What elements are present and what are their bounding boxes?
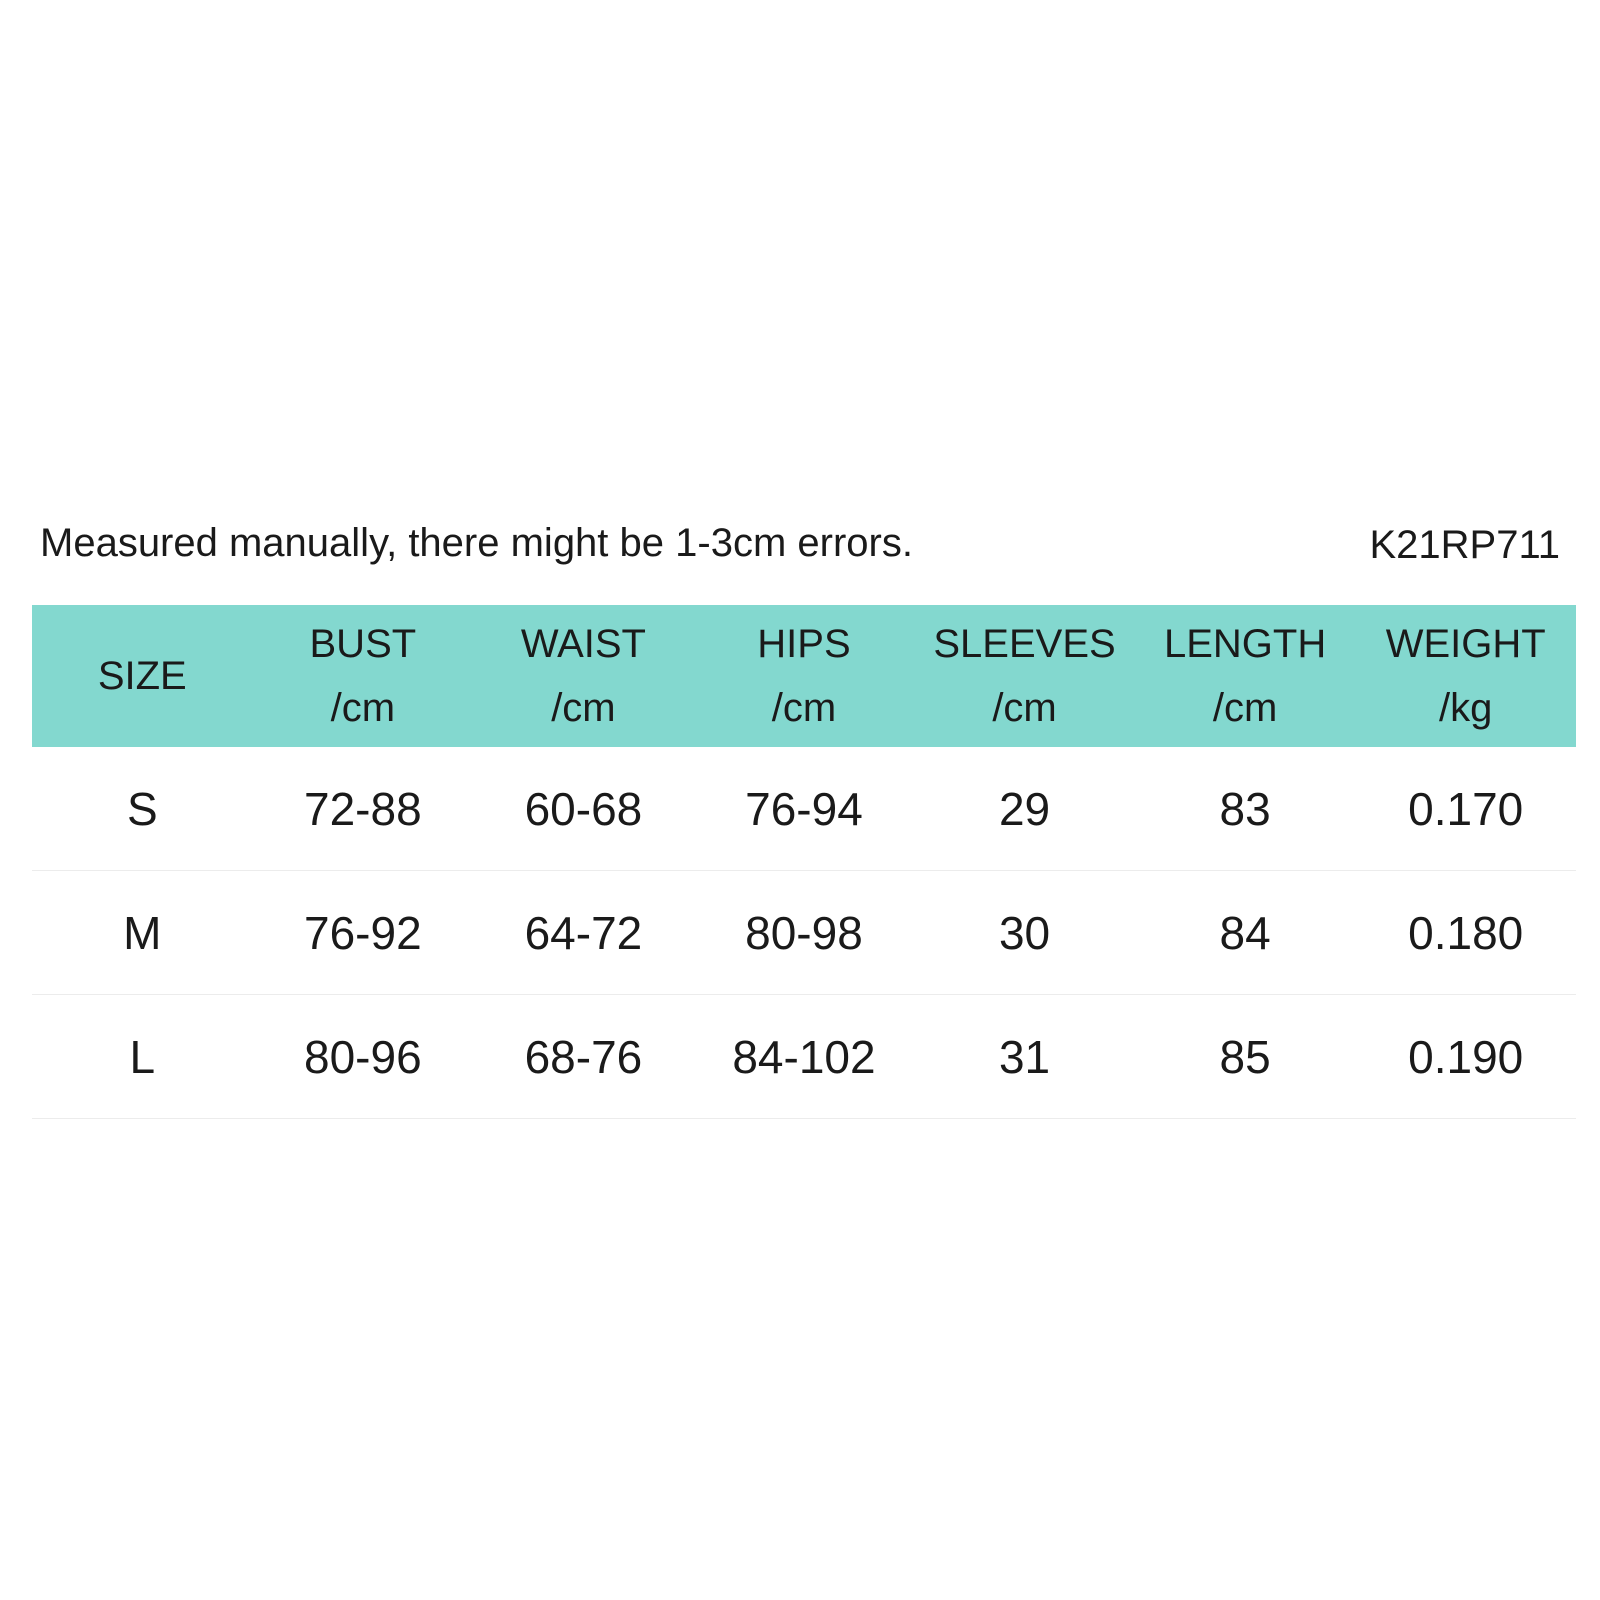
header-bust — [253, 605, 474, 747]
cell-waist: 68-76 — [473, 995, 694, 1119]
cell-length: 85 — [1135, 995, 1356, 1119]
cell-hips: 76-94 — [694, 747, 915, 871]
cell-waist: 64-72 — [473, 871, 694, 995]
cell-length: 83 — [1135, 747, 1356, 871]
table-row-size-l — [32, 995, 1576, 1119]
cell-bust: 72-88 — [253, 747, 474, 871]
measurement-note: Measured manually, there might be 1-3cm errors. — [40, 521, 913, 565]
cell-sleeves: 30 — [914, 871, 1135, 995]
cell-weight: 0.190 — [1355, 995, 1576, 1119]
header-waist-unit: /cm — [551, 686, 616, 730]
table-row-size-s — [32, 747, 1576, 871]
cell-sleeves: 29 — [914, 747, 1135, 871]
header-hips — [694, 605, 915, 747]
header-length-label: LENGTH — [1163, 622, 1327, 666]
header-weight — [1355, 605, 1576, 747]
header-weight-label: WEIGHT — [1385, 622, 1546, 666]
header-bust-label: BUST — [309, 622, 417, 666]
cell-waist: 60-68 — [473, 747, 694, 871]
header-bust-unit: /cm — [330, 686, 396, 730]
header-sleeves-label: SLEEVES — [933, 622, 1116, 666]
header-size — [32, 605, 253, 747]
cell-weight: 0.170 — [1355, 747, 1576, 871]
header-waist-label: WAIST — [520, 622, 646, 666]
cell-size: S — [32, 747, 253, 871]
header-length-unit: /cm — [1212, 686, 1278, 730]
table-body — [32, 747, 1576, 1119]
header-length — [1135, 605, 1356, 747]
header-waist — [473, 605, 694, 747]
header-weight-unit: /kg — [1439, 686, 1493, 730]
cell-hips: 80-98 — [694, 871, 915, 995]
cell-weight: 0.180 — [1355, 871, 1576, 995]
cell-hips: 84-102 — [694, 995, 915, 1119]
table-row-size-m — [32, 871, 1576, 995]
cell-bust: 80-96 — [253, 995, 474, 1119]
table-header — [32, 605, 1576, 747]
size-chart-table — [32, 605, 1576, 1119]
cell-size: M — [32, 871, 253, 995]
product-code: K21RP711 — [1369, 523, 1560, 567]
cell-bust: 76-92 — [253, 871, 474, 995]
header-size-label: SIZE — [97, 654, 187, 698]
header-sleeves-unit: /cm — [992, 686, 1057, 730]
header-row — [32, 605, 1576, 747]
cell-size: L — [32, 995, 253, 1119]
header-sleeves — [914, 605, 1135, 747]
header-hips-label: HIPS — [757, 622, 851, 666]
header-hips-unit: /cm — [771, 686, 837, 730]
cell-length: 84 — [1135, 871, 1356, 995]
cell-sleeves: 31 — [914, 995, 1135, 1119]
